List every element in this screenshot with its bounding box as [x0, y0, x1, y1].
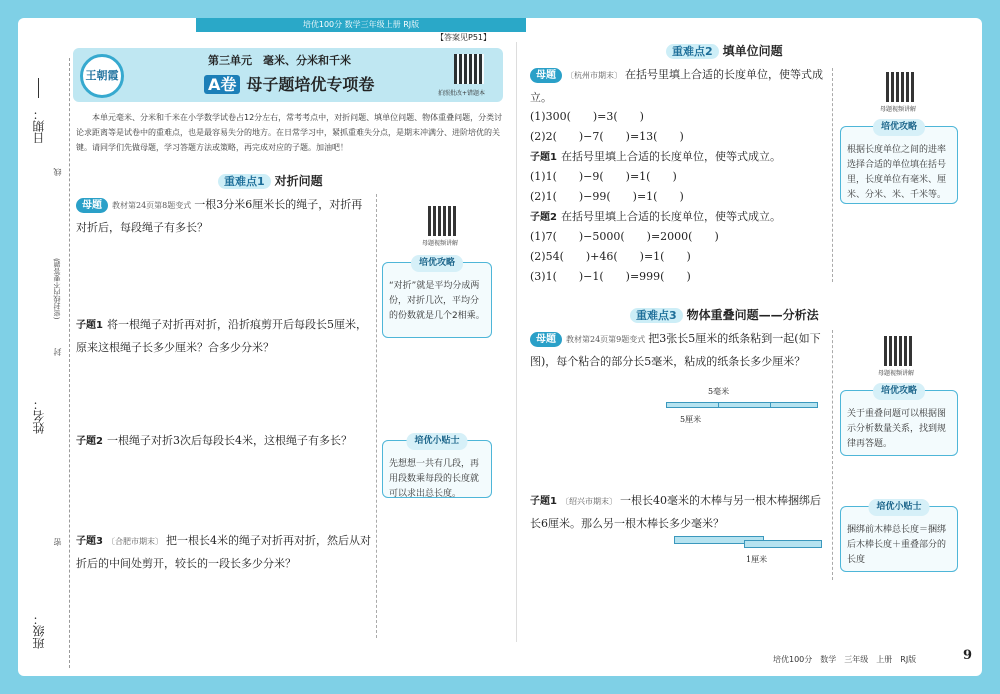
question-text: 在括号里填上合适的长度单位，使等式成立。 [560, 210, 781, 223]
s1-child-3 [76, 530, 372, 575]
question-text: 在括号里填上合适的长度单位，使等式成立。 [560, 150, 781, 163]
unit-introduction: 本单元毫米、分米和千米在小学数学试卷占12分左右，常考考点中，对折问题、填单位问题、物体重叠问题，分类讨论求距离等是试卷中的重难点，也是最容易失分的地方。在日常学习中，紧抓重难失分点，是期末冲满分、进阶培优的关键。请同学们先做母题，学习答题方法或策略，再完成对应的子题。加油吧！ [76, 113, 503, 152]
qr-code-icon[interactable] [886, 72, 916, 102]
question-text: 一根长40毫米的木棒与另一根木棒捆绑后长6厘米。那么另一根木棒长多少毫米？ [530, 494, 821, 530]
page-number: 9 [963, 648, 973, 663]
column-divider [376, 194, 377, 638]
tip-heading: 培优攻略 [873, 119, 925, 136]
overlap-label: 5毫米 [708, 387, 730, 396]
s2-mother-question [530, 64, 826, 109]
tip-heading: 培优攻略 [873, 383, 925, 400]
tip-heading: 培优攻略 [411, 255, 463, 272]
s2-child-2-item-2: (2)54( )+46( )=1( ) [530, 250, 691, 263]
tip-text: 捆绑前木棒总长度＝捆绑后木棒长度＋重叠部分的长度 [847, 525, 947, 565]
section-2-title: 填单位问题 [722, 44, 783, 58]
qr-video-label: 母题视频讲解 [880, 106, 917, 113]
volume-title [204, 72, 374, 95]
section-2-heading [666, 42, 783, 59]
s1-child-1 [76, 314, 372, 359]
paper-strip [770, 402, 818, 408]
child-badge: 子题2 [530, 212, 557, 223]
question-text: 在括号里填上合适的长度单位，使等式成立。 [530, 68, 823, 104]
source-note: 〔合肥市期末〕 [106, 537, 163, 546]
source-note: 〔杭州市期末〕 [566, 71, 622, 80]
child-badge: 子题1 [76, 320, 103, 331]
section-3-tag: 重难点3 [630, 308, 683, 323]
s2-mother-item-2: (2)2( )−7( )=13( ) [530, 130, 684, 143]
question-text: 把3张长5厘米的纸条粘到一起(如下图)，每个粘合的部分长5毫米，粘成的纸条长多少厘米？ [530, 332, 821, 368]
qr-video-label: 母题视频讲解 [422, 240, 459, 247]
page-footer: 培优100分 数学 三年级 上册 RJ版 [773, 655, 917, 664]
mother-badge: 母题 [530, 332, 562, 347]
tip-heading: 培优小贴士 [868, 499, 929, 516]
name-label: 姓名： [32, 398, 46, 434]
date-label: 日期： [32, 108, 46, 144]
strip-length-label: 5厘米 [680, 415, 702, 424]
wood-stick [744, 540, 822, 548]
child-badge: 子题1 [530, 496, 557, 507]
s2-child-1-item-1: (1)1( )−9( )=1( ) [530, 170, 677, 183]
s3-strategy-tip [840, 386, 958, 456]
page-center-divider [516, 42, 517, 642]
overlap-label: 1厘米 [746, 555, 768, 564]
seal-margin [18, 58, 70, 668]
source-note: 教材第24页第9题变式 [566, 335, 646, 344]
margin-line [38, 78, 39, 98]
question-text: 将一根绳子对折再对折，沿折痕剪开后每段长5厘米，原来这根绳子长多少厘米？合多少分米？ [76, 318, 367, 354]
question-text: 把一根长4米的绳子对折再对折，然后从对折后的中间处剪开，较长的一段长多少分米？ [76, 534, 371, 570]
source-note: 〔绍兴市期末〕 [560, 497, 617, 506]
tip-text: 根据长度单位之间的进率选择合适的单位填在括号里，长度单位有毫米、厘米、分米、米、千米等。 [847, 145, 947, 200]
s2-child-2-item-3: (3)1( )−1( )=999( ) [530, 270, 691, 283]
seal-notice: (密封线内不要答题) [53, 258, 61, 320]
tip-text: “对折”就是平均分成两份，对折几次，平均分的份数就是几个2相乘。 [389, 281, 485, 321]
section-2-tag: 重难点2 [666, 44, 719, 59]
question-text: 一根3分米6厘米长的绳子，对折再对折后，每段绳子有多长？ [76, 198, 363, 234]
qr-code-icon[interactable] [454, 54, 484, 84]
child-badge: 子题3 [76, 536, 103, 547]
child-badge: 子题1 [530, 152, 557, 163]
unit-title: 第三单元 毫米、分米和千米 [208, 54, 351, 67]
paper-title: 母子题培优专项卷 [246, 75, 375, 94]
cut-mark-seal: 封 [53, 348, 62, 356]
column-divider [832, 330, 833, 580]
cut-mark-line: 线 [53, 168, 62, 176]
class-label: 班级： [32, 613, 46, 649]
section-3-title: 物体重叠问题——分析法 [686, 308, 819, 322]
mother-badge: 母题 [530, 68, 562, 83]
question-text: 一根绳子对折3次后每段长4米，这根绳子有多长？ [106, 434, 352, 447]
paper-strip [666, 402, 726, 408]
s2-child-1-item-2: (2)1( )−99( )=1( ) [530, 190, 684, 203]
column-divider [832, 68, 833, 282]
brand-logo: 王朝霞 [80, 54, 124, 98]
qr-code-icon[interactable] [884, 336, 914, 366]
s3-child-1 [530, 490, 830, 535]
tip-text: 关于重叠问题可以根据图示分析数量关系，找到规律再答题。 [847, 409, 947, 449]
s3-hint-tip [840, 502, 958, 572]
s1-child-2 [76, 430, 372, 453]
paper-strip [718, 402, 778, 408]
section-1-tag: 重难点1 [218, 174, 271, 189]
section-1-heading [218, 172, 323, 189]
tip-heading: 培优小贴士 [406, 433, 467, 450]
s1-hint-tip [382, 436, 492, 499]
volume-tag: A卷 [204, 75, 240, 94]
s2-child-2-item-1: (1)7( )−5000( )=2000( ) [530, 230, 719, 243]
worksheet-page [18, 18, 982, 676]
s3-mother-question [530, 328, 828, 373]
answer-reference: 【答案见P51】 [436, 33, 492, 42]
qr-code-icon[interactable] [428, 206, 458, 236]
tip-text: 先想想一共有几段，再用段数乘每段的长度就可以求出总长度。 [389, 459, 480, 499]
qr-video-label: 母题视频讲解 [878, 370, 915, 377]
s2-strategy-tip [840, 122, 958, 204]
mother-badge: 母题 [76, 198, 108, 213]
section-1-title: 对折问题 [274, 174, 323, 188]
s1-mother-question [76, 194, 372, 239]
section-3-heading [630, 306, 819, 323]
child-badge: 子题2 [76, 436, 103, 447]
top-series-bar: 培优100分 数学三年级上册 RJ版 [196, 18, 526, 32]
s2-mother-item-1: (1)300( )=3( ) [530, 110, 644, 123]
source-note: 教材第24页第8题变式 [112, 201, 192, 210]
qr-caption: 拍照批改+错题本 [438, 90, 486, 97]
s1-strategy-tip [382, 258, 492, 338]
cut-mark-mi: 密 [53, 538, 62, 546]
